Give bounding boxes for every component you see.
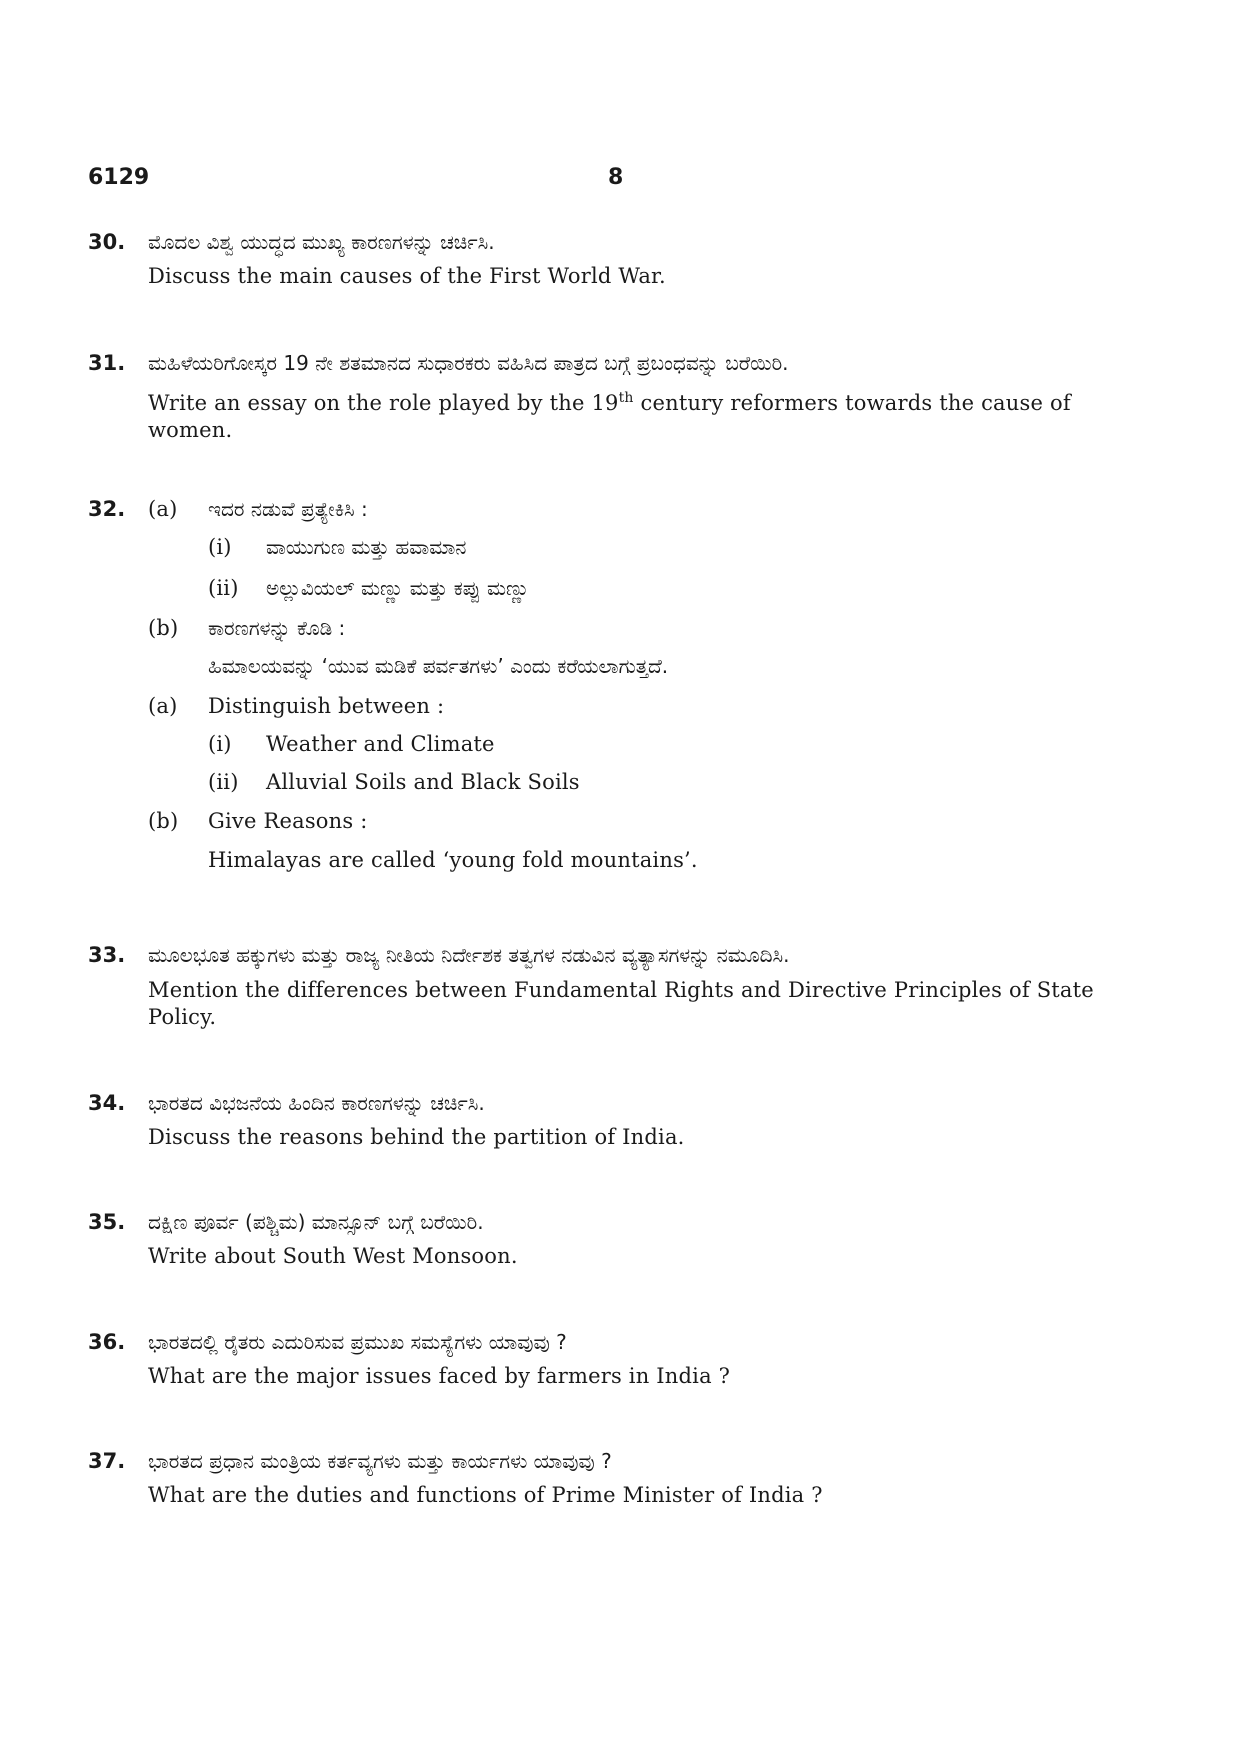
english-text-cont: century reformers towards the cause of women. xyxy=(148,391,1071,442)
part-label: (a) xyxy=(148,694,178,718)
question-english: What are the duties and functions of Prime Minister of India ? xyxy=(148,1483,823,1507)
subpart-text-kannada: ಅಲ್ಲುವಿಯಲ್ ಮಣ್ಣು ಮತ್ತು ಕಪ್ಪು ಮಣ್ಣು xyxy=(266,576,530,600)
question-kannada: ಭಾರತದಲ್ಲಿ ರೈತರು ಎದುರಿಸುವ ಪ್ರಮುಖ ಸಮಸ್ಯೆಗಳು ಯಾವುವು ? xyxy=(148,1330,567,1354)
question-english: Mention the differences between Fundamental Rights and Directive Principles of State Policy. xyxy=(148,978,1094,1029)
question-kannada: ದಕ್ಷಿಣ ಪೂರ್ವ (ಪಶ್ಚಿಮ) ಮಾನ್ಸೂನ್ ಬಗ್ಗೆ ಬರೆಯಿರಿ. xyxy=(148,1210,484,1234)
question-english: Discuss the main causes of the First World War. xyxy=(148,264,666,288)
part-detail-kannada: ಹಿಮಾಲಯವನ್ನು ‘ಯುವ ಮಡಿಕೆ ಪರ್ವತಗಳು’ ಎಂದು ಕರೆಯಲಾಗುತ್ತದೆ. xyxy=(208,654,669,678)
part-text-english: Give Reasons : xyxy=(208,809,368,833)
subpart-label: (ii) xyxy=(208,770,239,794)
part-label: (b) xyxy=(148,616,179,640)
question-kannada: ಮೊದಲ ವಿಶ್ವ ಯುದ್ಧದ ಮುಖ್ಯ ಕಾರಣಗಳನ್ನು ಚರ್ಚಿಸಿ. xyxy=(148,230,495,254)
page-header xyxy=(88,165,1098,195)
part-detail-english: Himalayas are called ‘young fold mountains’. xyxy=(208,848,698,872)
subpart-label: (ii) xyxy=(208,576,239,600)
question-kannada: ಮಹಿಳೆಯರಿಗೋಸ್ಕರ 19 ನೇ ಶತಮಾನದ ಸುಧಾರಕರು ವಹಿಸಿದ ಪಾತ್ರದ ಬಗ್ಗೆ ಪ್ರಬಂಧವನ್ನು ಬರೆಯಿರಿ. xyxy=(148,351,789,375)
subpart-text-english: Alluvial Soils and Black Soils xyxy=(266,770,580,794)
question-english: What are the major issues faced by farmers in India ? xyxy=(148,1364,731,1388)
page-number: 8 xyxy=(608,165,624,190)
part-label: (b) xyxy=(148,809,179,833)
question-english xyxy=(148,385,1098,444)
question-number: 31. xyxy=(88,351,126,375)
part-text-kannada: ಇದರ ನಡುವೆ ಪ್ರತ್ಯೇಕಿಸಿ : xyxy=(208,497,368,521)
subpart-text-english: Weather and Climate xyxy=(266,732,495,756)
question-number: 33. xyxy=(88,943,126,967)
question-english: Discuss the reasons behind the partition of India. xyxy=(148,1125,685,1149)
paper-code: 6129 xyxy=(88,165,150,190)
english-text: Write an essay on the role played by the 19 xyxy=(148,391,619,415)
question-number: 34. xyxy=(88,1091,126,1115)
part-text-english: Distinguish between : xyxy=(208,694,445,718)
superscript: th xyxy=(618,390,634,406)
question-number: 32. xyxy=(88,497,126,521)
subpart-label: (i) xyxy=(208,535,232,559)
question-kannada: ಮೂಲಭೂತ ಹಕ್ಕುಗಳು ಮತ್ತು ರಾಜ್ಯ ನೀತಿಯ ನಿರ್ದೇಶಕ ತತ್ವಗಳ ನಡುವಿನ ವ್ಯತ್ಯಾಸಗಳನ್ನು ನಮೂದಿಸಿ. xyxy=(148,943,790,967)
subpart-label: (i) xyxy=(208,732,232,756)
question-number: 30. xyxy=(88,230,126,254)
question-number: 37. xyxy=(88,1449,126,1473)
question-number: 35. xyxy=(88,1210,126,1234)
question-number: 36. xyxy=(88,1330,126,1354)
question-kannada: ಭಾರತದ ಪ್ರಧಾನ ಮಂತ್ರಿಯ ಕರ್ತವ್ಯಗಳು ಮತ್ತು ಕಾರ್ಯಗಳು ಯಾವುವು ? xyxy=(148,1449,612,1473)
part-text-kannada: ಕಾರಣಗಳನ್ನು ಕೊಡಿ : xyxy=(208,616,346,640)
subpart-text-kannada: ವಾಯುಗುಣ ಮತ್ತು ಹವಾಮಾನ xyxy=(266,535,467,559)
part-label: (a) xyxy=(148,497,178,521)
question-kannada: ಭಾರತದ ವಿಭಜನೆಯ ಹಿಂದಿನ ಕಾರಣಗಳನ್ನು ಚರ್ಚಿಸಿ. xyxy=(148,1091,485,1115)
question-english: Write about South West Monsoon. xyxy=(148,1244,518,1268)
